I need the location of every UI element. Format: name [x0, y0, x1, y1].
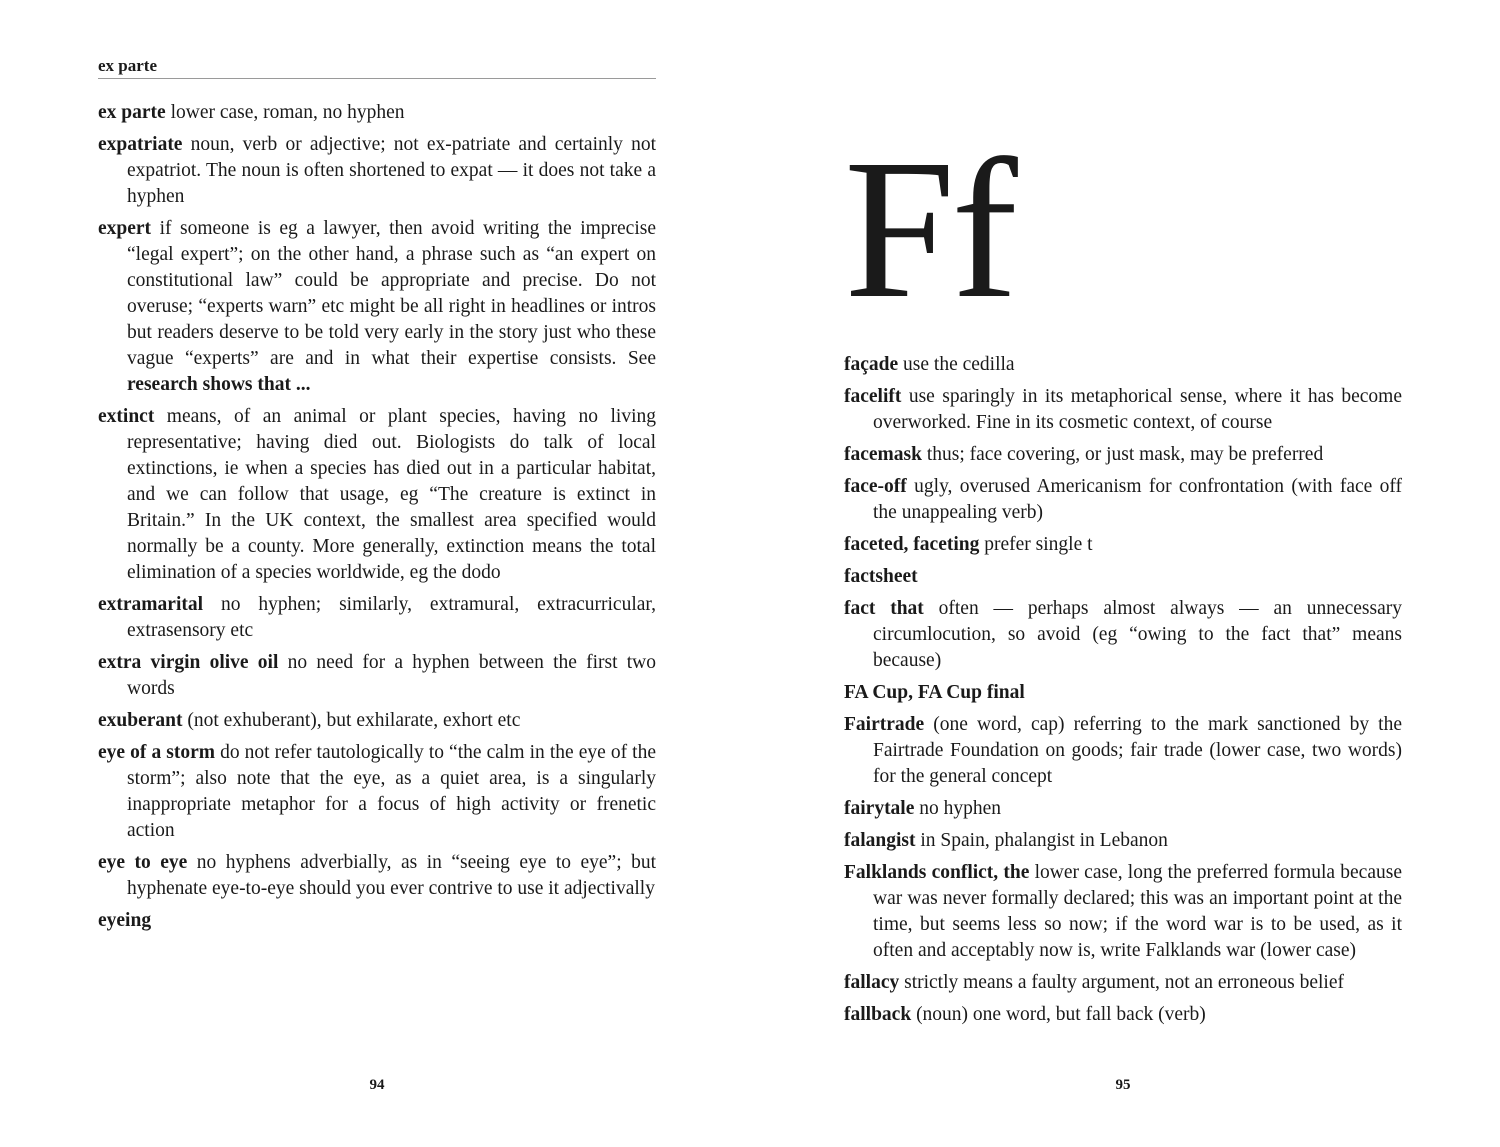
entry-headword: expatriate	[98, 134, 183, 155]
entry-headword: eye to eye	[98, 852, 188, 873]
dictionary-entry	[844, 384, 1402, 436]
dictionary-entry	[844, 564, 1402, 590]
dictionary-entry	[844, 474, 1402, 526]
entry-headword: fact that	[844, 598, 924, 619]
entry-headword: eyeing	[98, 910, 152, 931]
entry-text: use the cedilla	[903, 354, 1015, 375]
dictionary-entry	[844, 532, 1402, 558]
entry-headword: expert	[98, 218, 152, 239]
entry-text: no hyphen; similarly, extramural, extracurricular, extrasensory etc	[127, 594, 657, 641]
dictionary-entry	[844, 596, 1402, 674]
entry-headword: façade	[844, 354, 899, 375]
dictionary-entry	[844, 860, 1402, 964]
page-number: 94	[369, 1077, 385, 1093]
entry-headword: face-off	[844, 476, 907, 497]
dictionary-entry	[844, 796, 1402, 822]
entry-headword: falangist	[844, 830, 916, 851]
entry-text: (not exhuberant), but exhilarate, exhort etc	[187, 710, 521, 731]
dictionary-entry	[98, 650, 656, 702]
entry-text: use sparingly in its metaphorical sense, where it has become overworked. Fine in its cosmetic context, of course	[873, 386, 1403, 433]
dictionary-entry	[98, 216, 656, 398]
entry-text: if someone is eg a lawyer, then avoid writing the imprecise “legal expert”; on the other hand, a phrase such as “an expert on constitutional law” could be appropriate and precise. Do not overuse; “experts warn” etc might be all right in headlines or intros but readers deserve to be told very early in the story just who these vague “experts” are and in what their expertise consists. See	[127, 218, 656, 369]
left-page	[98, 0, 656, 1147]
entry-text: prefer single t	[984, 534, 1093, 555]
dictionary-entry	[98, 740, 656, 844]
entry-text: (noun) one word, but fall back (verb)	[916, 1004, 1206, 1025]
dictionary-entry	[844, 680, 1402, 706]
entry-text: (one word, cap) referring to the mark sanctioned by the Fairtrade Foundation on goods; fair trade (lower case, two words) for the general concept	[873, 714, 1403, 787]
dictionary-entry	[98, 592, 656, 644]
dictionary-entry	[844, 970, 1402, 996]
entry-text: often — perhaps almost always — an unnecessary circumlocution, so avoid (eg “owing to the fact that” means because)	[873, 598, 1402, 671]
entry-headword: Falklands conflict, the	[844, 862, 1030, 883]
entry-text: in Spain, phalangist in Lebanon	[920, 830, 1168, 851]
entry-text: lower case, roman, no hyphen	[170, 102, 405, 123]
entry-headword: extramarital	[98, 594, 204, 615]
dictionary-entry	[844, 442, 1402, 468]
running-head: ex parte	[98, 56, 656, 79]
entry-text: no hyphen	[919, 798, 1002, 819]
dictionary-entry	[844, 828, 1402, 854]
entry-text: strictly means a faulty argument, not an erroneous belief	[904, 972, 1344, 993]
entry-text: lower case, long the preferred formula because war was never formally declared; this was an important point at the time, but seems less so now; if the word war is to be used, as it often and acceptably now is, write Falklands war (lower case)	[873, 862, 1402, 961]
entry-headword: exuberant	[98, 710, 183, 731]
dictionary-entry	[98, 404, 656, 586]
dictionary-entry	[98, 908, 656, 934]
entry-headword: faceted, faceting	[844, 534, 980, 555]
entry-headword: factsheet	[844, 566, 918, 587]
entry-crossref: research shows that ...	[127, 374, 311, 395]
entry-headword: facelift	[844, 386, 902, 407]
right-page	[844, 0, 1402, 1147]
entry-headword: extra virgin olive oil	[98, 652, 279, 673]
entry-headword: FA Cup, FA Cup final	[844, 682, 1025, 703]
dictionary-entry	[98, 850, 656, 902]
dictionary-entry	[98, 132, 656, 210]
page-number: 95	[1115, 1077, 1131, 1093]
entry-text: thus; face covering, or just mask, may be preferred	[926, 444, 1324, 465]
entry-list	[98, 100, 656, 940]
entry-headword: eye of a storm	[98, 742, 216, 763]
entry-text: no hyphens adverbially, as in “seeing eye to eye”; but hyphenate eye-to-eye should you ever contrive to use it adjectivally	[127, 852, 657, 899]
entry-headword: fallback	[844, 1004, 912, 1025]
dictionary-entry	[98, 100, 656, 126]
entry-text: no need for a hyphen between the first two words	[127, 652, 657, 699]
entry-headword: Fairtrade	[844, 714, 925, 735]
entry-headword: fairytale	[844, 798, 915, 819]
entry-text: noun, verb or adjective; not ex-patriate and certainly not expatriot. The noun is often shortened to expat — it does not take a hyphen	[127, 134, 656, 207]
dictionary-entry	[98, 708, 656, 734]
entry-headword: facemask	[844, 444, 922, 465]
entry-text: ugly, overused Americanism for confrontation (with face off the unappealing verb)	[873, 476, 1403, 523]
dictionary-entry	[844, 712, 1402, 790]
entry-list	[844, 352, 1402, 1034]
section-letter: Ff	[844, 119, 1014, 340]
entry-text: means, of an animal or plant species, having no living representative; having died out. Biologists do talk of local extinctions, ie when a species has died out in a particular habitat, and we can follow that usage, eg “The creature is extinct in Britain.” In the UK context, the smallest area specified would normally be a county. More generally, extinction means the total elimination of a species worldwide, eg the dodo	[127, 406, 656, 583]
entry-text: do not refer tautologically to “the calm in the eye of the storm”; also note that the eye, as a quiet area, is a singularly inappropriate metaphor for a focus of high activity or frenetic action	[127, 742, 656, 841]
dictionary-entry	[844, 1002, 1402, 1028]
entry-headword: fallacy	[844, 972, 900, 993]
entry-headword: ex parte	[98, 102, 166, 123]
entry-headword: extinct	[98, 406, 155, 427]
dictionary-entry	[844, 352, 1402, 378]
